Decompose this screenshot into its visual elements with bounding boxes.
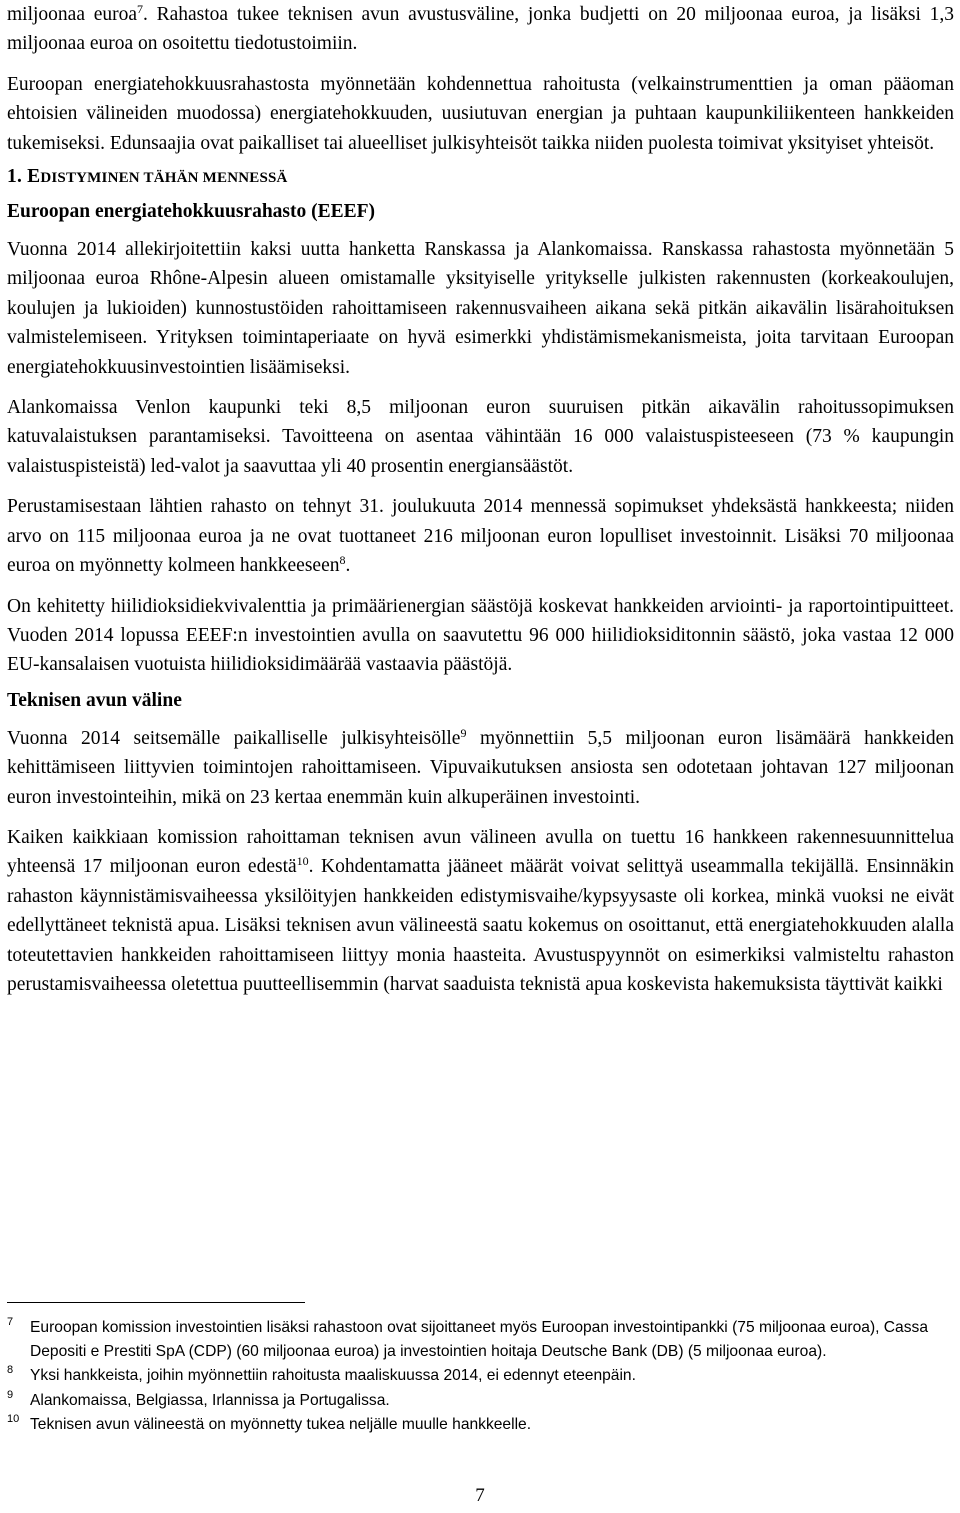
footnote-ref-10[interactable]: 10: [296, 854, 309, 869]
footnote-text: Teknisen avun välineestä on myönnetty tukea neljälle muulle hankkeelle.: [30, 1415, 532, 1433]
footnote-9: [7, 1389, 957, 1413]
footnote-text: Euroopan komission investointien lisäksi rahastoon ovat sijoittaneet myös Euroopan investointipankki (75 miljoonaa euroa), Cassa Depositi e Prestiti SpA (CDP) (60 miljoonaa euroa) ja investointien hoitaja Deutsche Bank (DB) (5 miljoonaa euroa).: [30, 1319, 928, 1361]
text-run: miljoonaa euroa: [7, 4, 138, 25]
paragraph-eeef-description: Euroopan energiatehokkuusrahastosta myönnetään kohdennettua rahoitusta (velkainstrumenttien ja oman pääoman ehtoisien välineiden muodossa) energiatehokkuuden, uusiutuvan energian ja puhtaan kaupunkiliikenteen hankkeiden tukemiseksi. Edunsaajia ovat paikalliset tai alueelliset julkisyhteisöt taikka niiden puolesta toimivat yksityiset yhteisöt.: [7, 73, 954, 154]
footnote-8: [7, 1364, 957, 1388]
footnote-ref-8[interactable]: 8: [339, 553, 346, 568]
text-run: .: [345, 555, 351, 577]
footnote-7: [7, 1316, 957, 1364]
text-run: . Rahastoa tukee teknisen avun avustusväline, jonka budjetti on 20 miljoonaa euroa, ja lisäksi 1,3 miljoonaa euroa on osoitettu tiedotustoimiin.: [7, 4, 954, 55]
section-number: 1.: [7, 166, 28, 188]
paragraph-venlo: Alankomaissa Venlon kaupunki teki 8,5 miljoonan euron suuruisen pitkän aikavälin rahoitussopimuksen katuvalaistuksen parantamiseksi. Tavoitteena on asentaa vähintään 16 000 valaistuspisteeseen (73 % kaupungin valaistuspisteistä) led-valot ja saavuttaa yli 40 prosentin energiansäästöt.: [7, 397, 954, 477]
paragraph-intro: [7, 0, 954, 59]
paragraph-co2-savings: On kehitetty hiilidioksidiekvivalenttia ja primäärienergian säästöjä koskevat hankkeiden arviointi- ja raportointipuitteet. Vuoden 2014 lopussa EEEF:n investointien avulla on saavutettu 96 000 hiilidioksiditonnin säästö, joka vastaa 12 000 EU-kansalaisen vuotuista hiilidioksidimäärää vastaavia päästöjä.: [7, 595, 954, 676]
footnote-number: 7: [7, 1316, 14, 1328]
paragraph-contracts: [7, 492, 954, 580]
footnote-number: 9: [7, 1388, 14, 1401]
paragraph-overall-support: [7, 823, 954, 999]
section-heading: [7, 162, 954, 193]
subheading-technical-assistance: Teknisen avun väline: [7, 689, 182, 711]
text-run: Vuonna 2014 seitsemälle paikalliselle julkisyhteisölle: [7, 727, 461, 749]
text-run: myönnettiin 5,5 miljoonan euron lisämäärä hankkeiden kehittämiseen liittyvien toimintojen rahoittamiseen. Vipuvaikutuksen ansiosta sen odotetaan johtavan 127 miljoonan euron investointeihin, mikä on 23 kertaa enemmän kuin alkuperäinen investointi.: [7, 727, 954, 808]
text-run: Perustamisestaan lähtien rahasto on tehnyt 31. joulukuuta 2014 mennessä sopimukset yhdeksästä hankkeesta; niiden arvo on 115 miljoonaa euroa ja ne ovat tuottaneet 216 miljoonan euron lopulliset investoinnit. Lisäksi 70 miljoonaa euroa on myönnetty kolmeen hankkeeseen: [7, 496, 954, 577]
section-title: DISTYMINEN TÄHÄN MENNESSÄ: [40, 170, 288, 187]
subheading-eeef: Euroopan energiatehokkuusrahasto (EEEF): [7, 201, 376, 223]
page-number: 7: [475, 1485, 485, 1506]
text-run: Kaiken kaikkiaan komission rahoittaman teknisen avun välineen avulla on tuettu 16 hankkeen rakennesuunnittelua yhteensä 17 miljoonan euron edestä: [7, 826, 954, 878]
footnote-10: [7, 1413, 957, 1437]
footnotes: [7, 1316, 957, 1437]
footnote-text: Yksi hankkeista, joihin myönnettiin rahoitusta maaliskuussa 2014, ei edennyt eteenpäin.: [30, 1367, 636, 1385]
paragraph-2014-public-bodies: [7, 724, 954, 812]
footnote-ref-9[interactable]: 9: [460, 725, 467, 740]
footnote-text: Alankomaissa, Belgiassa, Irlannissa ja Portugalissa.: [30, 1391, 390, 1409]
text-run: . Kohdentamatta jääneet määrät voivat selittyä useammalla tekijällä. Ensinnäkin rahaston käynnistämisvaiheessa yksilöityjen hankkeiden edistymisvaihe/kypsyysaste oli korkea, minkä vuoksi ne eivät edellyttäneet teknistä apua. Lisäksi teknisen avun välineestä saatu kokemus on osoittanut, että energiatehokkuuden alalla toteutettavien hankkeiden rahoittamiseen liittyy monia haasteita. Avustuspyynnöt on esimerkiksi valmisteltu rahaston perustamisvaiheessa oletettua puutteellisemmin (harvat saaduista teknistä apua koskevista hakemuksista täyttivät kaikki: [7, 856, 955, 995]
footnote-ref-7[interactable]: 7: [137, 2, 144, 16]
footnote-number: 10: [7, 1412, 20, 1425]
section-initial: E: [27, 166, 41, 188]
paragraph-2014-projects: Vuonna 2014 allekirjoitettiin kaksi uutta hanketta Ranskassa ja Alankomaissa. Ranskassa rahastosta myönnetään 5 miljoonaa euroa Rhône-Alpesin alueen omistamalle yksityiselle yritykselle julkisten rakennusten (korkeakoulujen, koulujen ja lukioiden) kunnostustöiden rahoittamiseen rakennusvaiheen aikana sekä pitkän aikavälin lisärahoituksen valmistelemiseen. Yrityksen toimintaperiaate on hyvä esimerkki yhdistämismekanismeista, joita tarvitaan Euroopan energiatehokkuusinvestointien lisäämiseksi.: [7, 239, 954, 378]
footnote-separator: [7, 1302, 305, 1303]
document-page: [7, 0, 954, 999]
footnote-number: 8: [7, 1364, 14, 1377]
